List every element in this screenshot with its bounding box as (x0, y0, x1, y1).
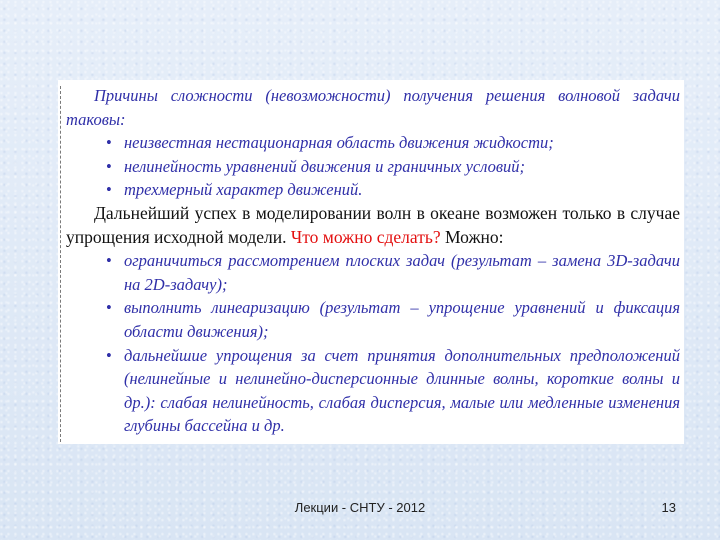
bullet-icon: • (106, 156, 112, 176)
option-text: выполнить линеаризацию (результат – упрощение уравнений и фиксация области движения); (124, 298, 680, 341)
slide-content-image (58, 80, 684, 444)
answer-text: Можно: (445, 226, 504, 247)
bullet-icon: • (106, 251, 112, 271)
cause-text: нелинейность уравнений движения и граничных условий; (124, 156, 526, 176)
bullet-icon: • (106, 180, 112, 200)
page-number: 13 (661, 500, 676, 515)
list-item (66, 249, 680, 296)
main-paragraph (66, 202, 680, 249)
bullet-icon: • (106, 298, 112, 318)
option-text: дальнейшие упрощения за счет принятия дополнительных предположений (нелинейные и нелинейно-дисперсионные длинные волны, короткие волны и др.): слабая нелинейность, слабая дисперсия, малые или медленные изменения глубины бассейна и др. (124, 345, 680, 436)
option-text: ограничиться рассмотрением плоских задач (результат – замена 3D-задачи на 2D-задачу); (124, 251, 680, 294)
causes-list (66, 131, 680, 202)
list-item (66, 296, 680, 343)
list-item (66, 344, 680, 438)
list-item (66, 178, 680, 202)
cause-text: трехмерный характер движений. (124, 180, 363, 200)
list-item (66, 155, 680, 179)
dashed-margin-line (60, 86, 61, 442)
bullet-icon: • (106, 133, 112, 153)
footer-label: Лекции - СНТУ - 2012 (294, 500, 426, 515)
question-text: Что можно сделать? (290, 226, 441, 247)
bullet-icon: • (106, 345, 112, 365)
options-list (66, 249, 680, 438)
intro-paragraph: Причины сложности (невозможности) получения решения волновой задачи таковы: (66, 86, 680, 129)
cause-text: неизвестная нестационарная область движения жидкости; (124, 133, 554, 153)
list-item (66, 131, 680, 155)
slide-text-block (66, 84, 680, 438)
paragraph-text: Дальнейший успех в моделировании волн в океане возможен только в случае упрощения исходной модели. (66, 202, 680, 247)
